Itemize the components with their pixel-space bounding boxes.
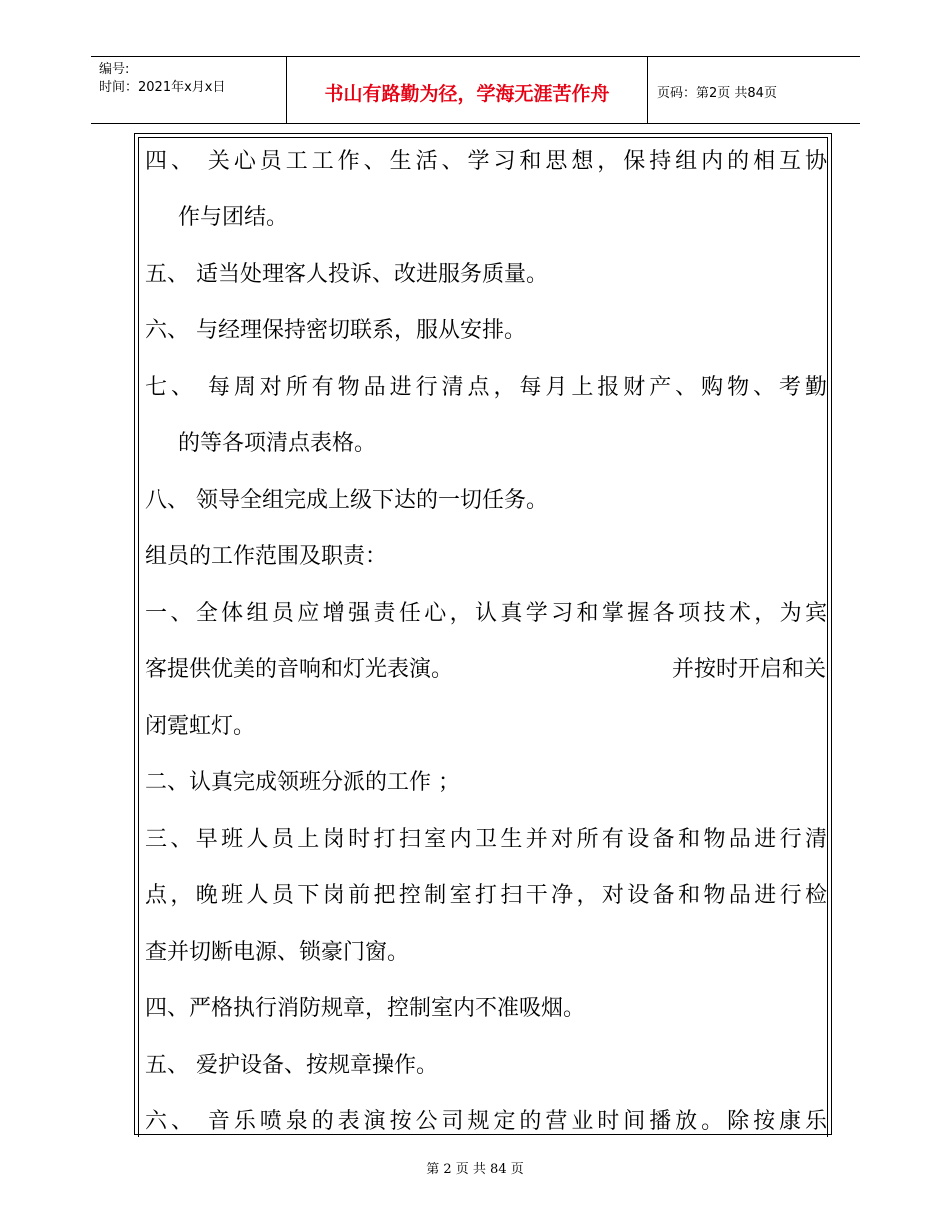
text-line: 二、认真完成领班分派的工作 ； (145, 770, 460, 795)
text-line: 五、 适当处理客人投诉、改进服务质量。 (145, 262, 548, 287)
text-line: 四、 关心员工工作、生活、学习和思想，保持组内的相互协 (145, 149, 827, 174)
text-line: 客提供优美的音响和灯光表演。 (145, 657, 454, 682)
text-line: 查并切断电源、锁豪门窗。 (145, 940, 410, 965)
header-meta (91, 57, 286, 123)
text-line: 八、 领导全组完成上级下达的一切任务。 (145, 488, 548, 513)
text-line: 五、 爱护设备、按规章操作。 (145, 1053, 438, 1078)
document-time-label: 时间：2021年x月x日 (99, 80, 226, 95)
document-number-label: 编号: (99, 62, 130, 77)
page-header (91, 56, 860, 124)
text-line: 的等各项清点表格。 (178, 431, 377, 456)
header-motto: 书山有路勤为径，学海无涯苦作舟 (324, 83, 610, 105)
text-line: 七、 每周对所有物品进行清点，每月上报财产、购物、考勤 (145, 375, 827, 400)
page-footer: 第 2 页 共 84 页 (426, 1162, 524, 1177)
text-line: 作与团结。 (178, 205, 289, 230)
text-line: 六、 与经理保持密切联系，服从安排。 (145, 318, 526, 343)
text-line: 闭霓虹灯。 (145, 714, 256, 739)
text-line: 组员的工作范围及职责： (145, 544, 388, 569)
text-line: 点，晚班人员下岗前把控制室打扫干净，对设备和物品进行检 (145, 883, 827, 908)
header-page-info: 页码：第2页 共84页 (657, 86, 777, 101)
text-line: 一、全体组员应增强责任心，认真学习和掌握各项技术，为宾 (145, 601, 827, 626)
text-line: 三、早班人员上岗时打扫室内卫生并对所有设备和物品进行清 (145, 827, 827, 852)
text-line: 四、严格执行消防规章，控制室内不准吸烟。 (145, 996, 586, 1021)
text-line: 六、 音乐喷泉的表演按公司规定的营业时间播放。除按康乐 (145, 1109, 827, 1134)
header-motto-cell (286, 57, 648, 123)
text-line: 并按时开启和关 (671, 657, 826, 682)
